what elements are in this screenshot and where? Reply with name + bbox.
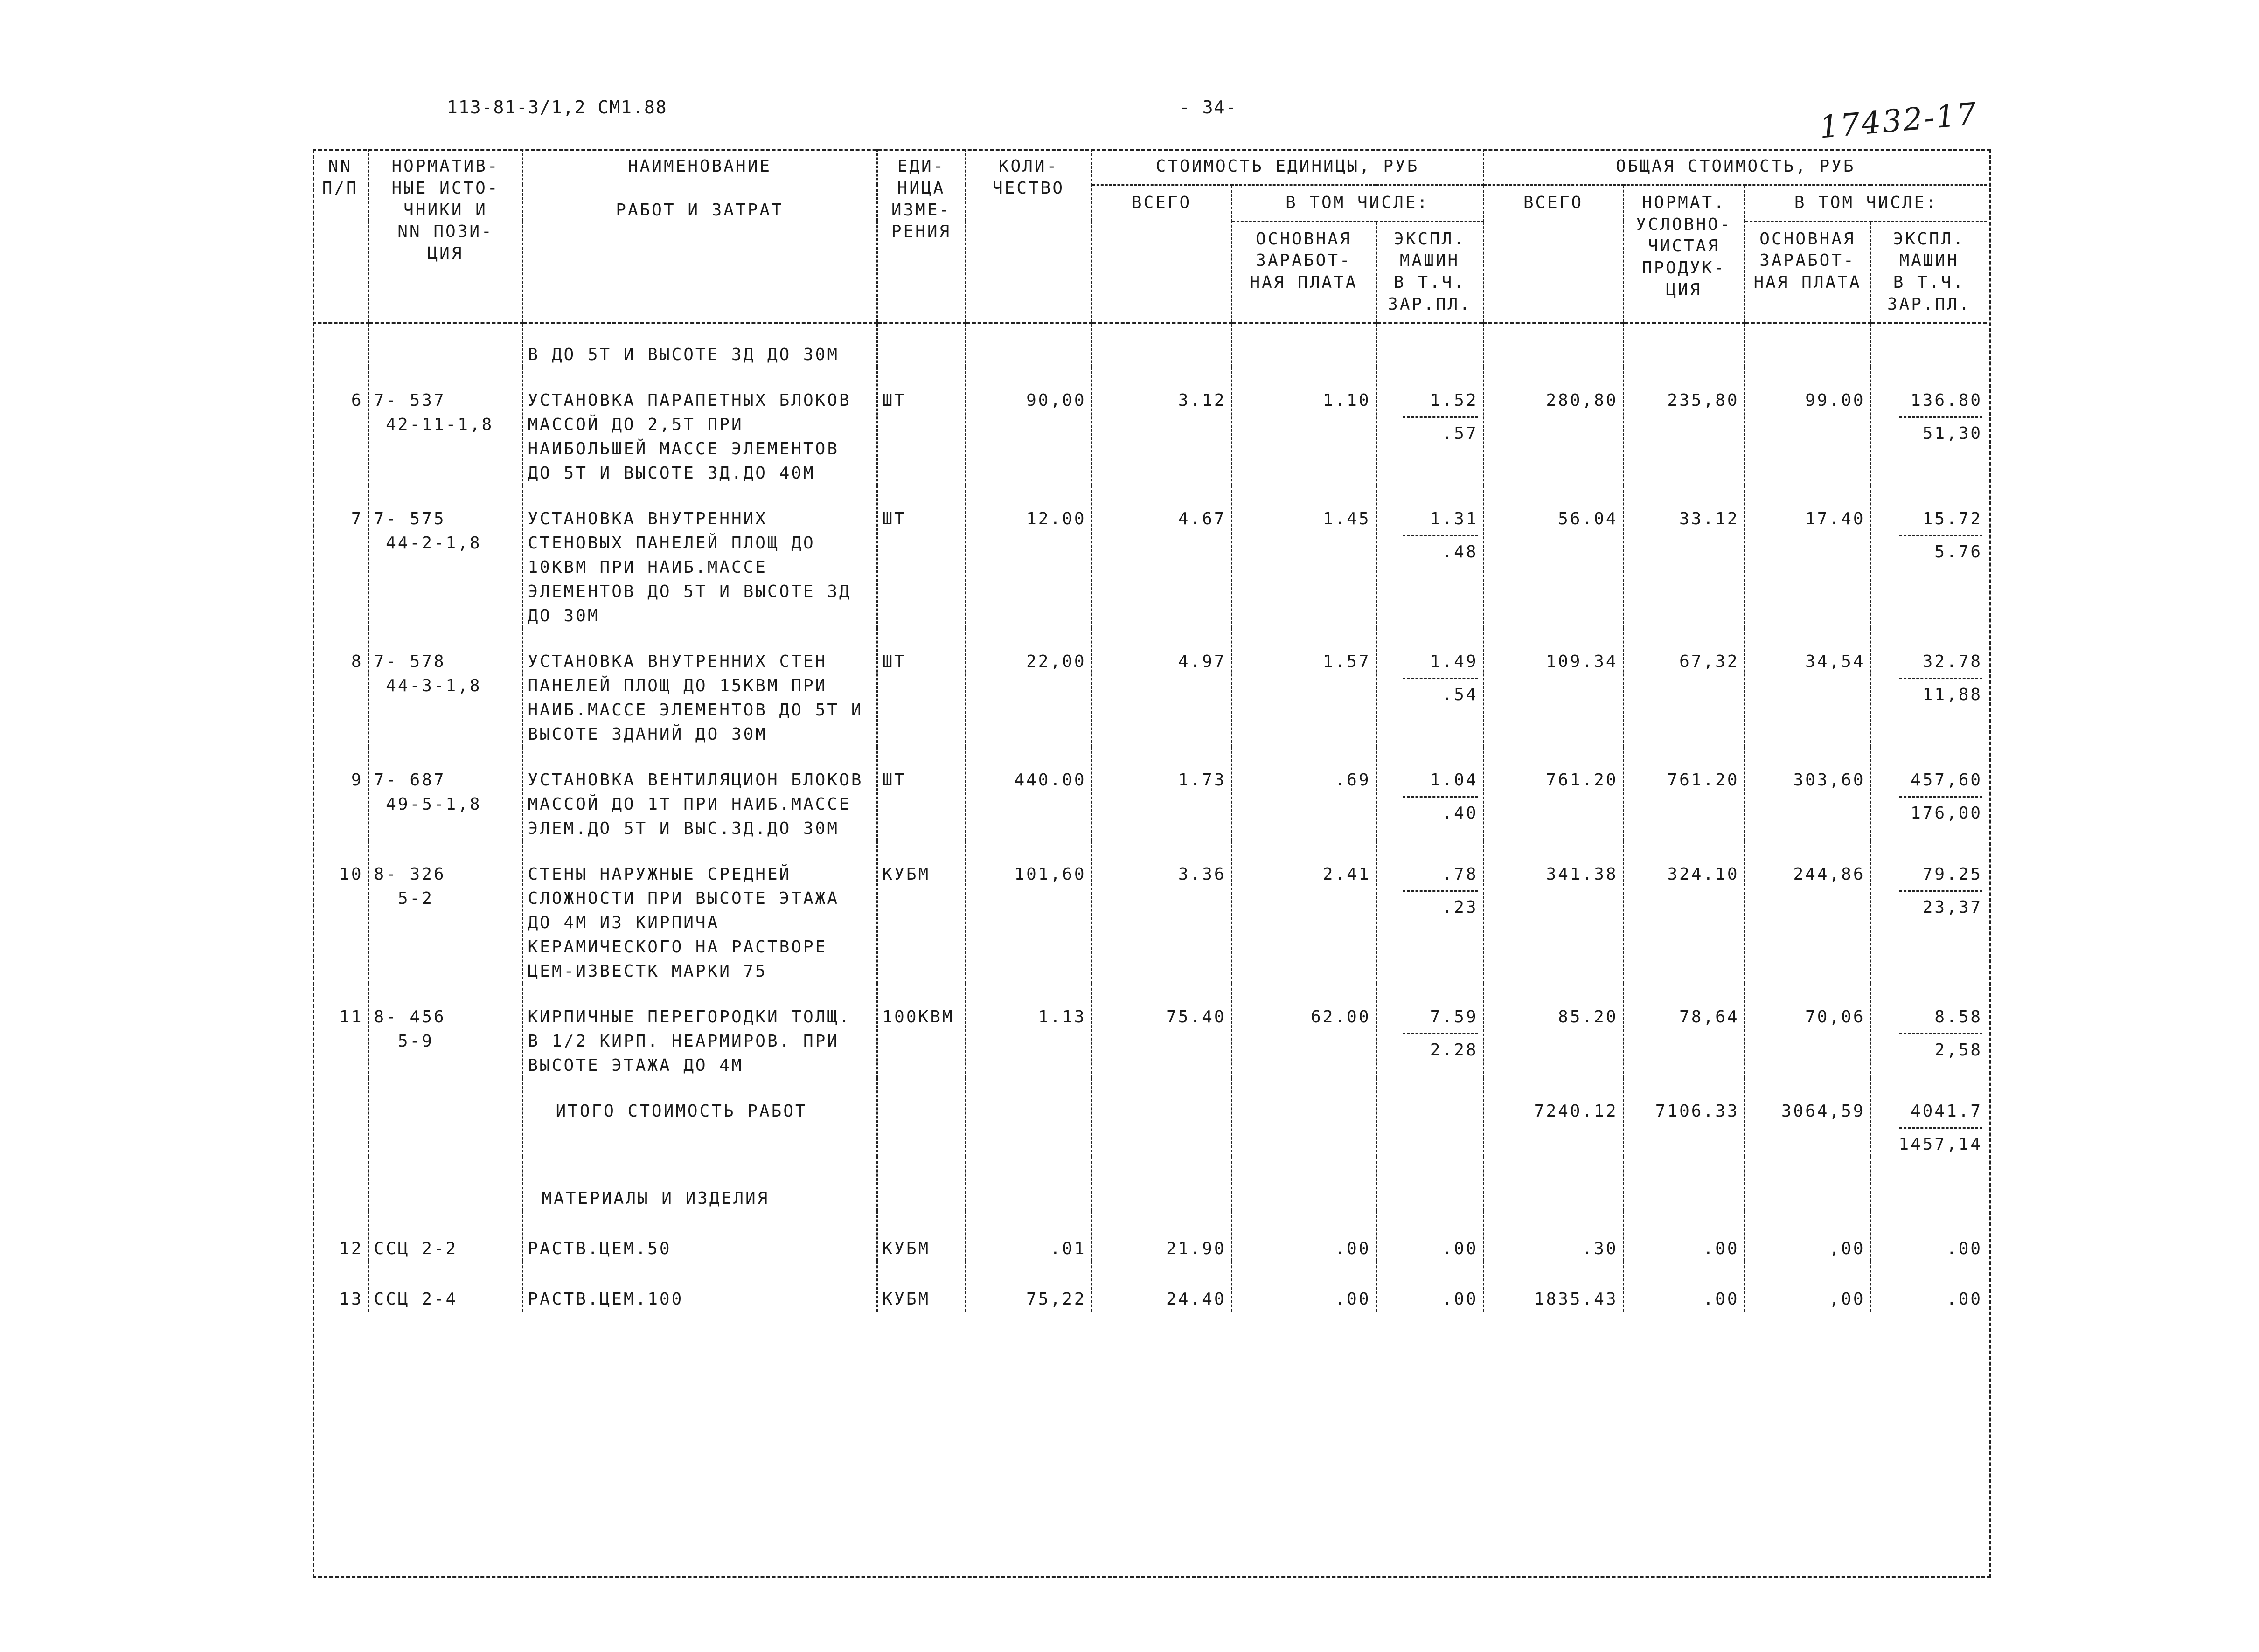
total-cost-machines-value: 457,60	[1911, 770, 1983, 790]
work-name: СТЕНЫ НАРУЖНЫЕ СРЕДНЕЙ СЛОЖНОСТИ ПРИ ВЫСОТЕ ЭТАЖА ДО 4М ИЗ КИРПИЧА КЕРАМИЧЕСКОГО НА РАСТВОРЕ ЦЕМ-ИЗВЕСТК МАРКИ 75	[522, 841, 877, 984]
total-cost-all: 56.04	[1483, 486, 1623, 628]
unit: ШТ	[877, 486, 966, 628]
table-row	[313, 984, 1987, 1078]
dash-separator	[1899, 678, 1982, 679]
total-cost-wage: 244,86	[1745, 841, 1870, 984]
dash-separator	[1403, 1033, 1478, 1034]
dash-separator	[1899, 535, 1982, 536]
continuation-text: В ДО 5Т И ВЫСОТЕ ЗД ДО 30М	[522, 323, 877, 367]
unit-cost-machines-value: 7.59	[1430, 1007, 1478, 1027]
table-row	[313, 486, 1987, 628]
header-norm-source	[368, 149, 522, 323]
total-norm-net: 78,64	[1623, 984, 1745, 1078]
norm-source: 7- 575 44-2-1,8	[368, 486, 522, 628]
total-cost-machines: .00	[1946, 1289, 1983, 1309]
dash-separator	[1403, 416, 1478, 418]
total-cost-machines-wage: 23,37	[1922, 897, 1983, 917]
dash-separator	[1403, 796, 1478, 798]
materials-section-row	[313, 1157, 1987, 1211]
total-cost-machines-value: 79.25	[1922, 864, 1983, 884]
row-number: 12	[313, 1211, 368, 1261]
total-cost-machines	[1870, 367, 1987, 486]
header-unit-incl: В ТОМ ЧИСЛЕ:	[1231, 185, 1483, 221]
header-unit-all: ВСЕГО	[1091, 185, 1231, 323]
total-cost-machines-wage: 176,00	[1911, 803, 1983, 823]
unit-cost-wage: 1.45	[1231, 486, 1376, 628]
total-sum-all: 7240.12	[1483, 1078, 1623, 1157]
unit-cost-machines	[1376, 984, 1483, 1078]
header-unit-text: ЕДИ- НИЦА ИЗМЕ- РЕНИЯ	[891, 157, 952, 242]
row-number: 6	[313, 367, 368, 486]
total-norm-net: 67,32	[1623, 628, 1745, 747]
unit-cost-machines	[1376, 628, 1483, 747]
total-norm-net: 235,80	[1623, 367, 1745, 486]
row-number: 13	[313, 1261, 368, 1312]
total-norm-net: 761.20	[1623, 747, 1745, 841]
total-norm-net: .00	[1623, 1211, 1745, 1261]
unit: 100КВМ	[877, 984, 966, 1078]
dash-separator	[1899, 1033, 1982, 1034]
unit-cost-wage: 62.00	[1231, 984, 1376, 1078]
total-cost-machines-value: 8.58	[1934, 1007, 1983, 1027]
norm-source: 7- 537 42-11-1,8	[368, 367, 522, 486]
material-row	[313, 1261, 1987, 1312]
total-sum-machines-wage: 1457,14	[1898, 1134, 1983, 1154]
header-total-cost-group: ОБЩАЯ СТОИМОСТЬ, РУБ	[1483, 149, 1987, 185]
unit: ШТ	[877, 367, 966, 486]
page-number: - 34-	[1179, 97, 1237, 118]
quantity: .01	[966, 1211, 1091, 1261]
unit-cost-machines	[1376, 367, 1483, 486]
row-number: 9	[313, 747, 368, 841]
total-cost-wage: 70,06	[1745, 984, 1870, 1078]
total-cost-machines	[1870, 984, 1987, 1078]
unit-cost-wage: 2.41	[1231, 841, 1376, 984]
header-quantity	[966, 149, 1091, 323]
norm-source: ССЦ 2-4	[368, 1261, 522, 1312]
header-row-1	[313, 149, 1987, 185]
unit-cost-machines	[1376, 747, 1483, 841]
dash-separator	[1899, 416, 1982, 418]
quantity: 12.00	[966, 486, 1091, 628]
total-cost-all: .30	[1483, 1211, 1623, 1261]
unit-cost-wage: 1.10	[1231, 367, 1376, 486]
unit-cost-all: 24.40	[1091, 1261, 1231, 1312]
unit-cost-machines	[1376, 486, 1483, 628]
total-norm-net: .00	[1623, 1261, 1745, 1312]
row-number: 8	[313, 628, 368, 747]
material-name: РАСТВ.ЦЕМ.100	[522, 1261, 877, 1312]
unit-cost-machines: .00	[1376, 1211, 1483, 1261]
unit-cost-all: 4.97	[1091, 628, 1231, 747]
unit-cost-machines-wage: .54	[1442, 685, 1478, 704]
total-label: ИТОГО СТОИМОСТЬ РАБОТ	[522, 1078, 877, 1157]
estimate-table	[313, 149, 1987, 1312]
unit-cost-wage: .00	[1231, 1261, 1376, 1312]
table-row	[313, 628, 1987, 747]
unit-cost-wage: .69	[1231, 747, 1376, 841]
total-cost-machines-value: 32.78	[1922, 652, 1983, 671]
work-name: УСТАНОВКА ВЕНТИЛЯЦИОН БЛОКОВ МАССОЙ ДО 1Т ПРИ НАИБ.МАССЕ ЭЛЕМ.ДО 5Т И ВЫС.ЗД.ДО 30М	[522, 747, 877, 841]
unit-cost-machines-wage: .48	[1442, 542, 1478, 562]
row-number: 10	[313, 841, 368, 984]
total-cost-machines	[1870, 747, 1987, 841]
norm-source: 8- 326 5-2	[368, 841, 522, 984]
quantity: 90,00	[966, 367, 1091, 486]
handwritten-stamp: 17432-17	[1818, 96, 1979, 146]
unit: КУБМ	[877, 841, 966, 984]
unit-cost-machines	[1376, 841, 1483, 984]
table-row	[313, 841, 1987, 984]
unit: КУБМ	[877, 1211, 966, 1261]
total-norm-net: 33.12	[1623, 486, 1745, 628]
header-norm-net-text: НОРМАТ. УСЛОВНО- ЧИСТАЯ ПРОДУК- ЦИЯ	[1636, 193, 1732, 299]
quantity: 101,60	[966, 841, 1091, 984]
norm-source: 8- 456 5-9	[368, 984, 522, 1078]
unit-cost-machines-wage: .23	[1442, 897, 1478, 917]
quantity: 1.13	[966, 984, 1091, 1078]
total-cost-machines	[1870, 628, 1987, 747]
dash-separator	[1899, 1127, 1982, 1129]
unit-cost-machines-wage: 2.28	[1430, 1040, 1478, 1060]
header-total-basic-wage	[1745, 221, 1870, 323]
total-cost-wage: ,00	[1745, 1261, 1870, 1312]
header-norm-source-text: НОРМАТИВ- НЫЕ ИСТО- ЧНИКИ И NN ПОЗИ- ЦИЯ	[391, 157, 500, 264]
total-cost-machines	[1870, 486, 1987, 628]
total-cost-machines-wage: 11,88	[1922, 685, 1983, 704]
header-total-machines	[1870, 221, 1987, 323]
unit-cost-all: 75.40	[1091, 984, 1231, 1078]
total-row	[313, 1078, 1987, 1157]
total-cost-all: 280,80	[1483, 367, 1623, 486]
header-nn	[313, 149, 368, 323]
work-name: КИРПИЧНЫЕ ПЕРЕГОРОДКИ ТОЛЩ. В 1/2 КИРП. НЕАРМИРОВ. ПРИ ВЫСОТЕ ЭТАЖА ДО 4М	[522, 984, 877, 1078]
total-cost-wage: 303,60	[1745, 747, 1870, 841]
total-cost-machines-wage: 51,30	[1922, 423, 1983, 443]
quantity: 22,00	[966, 628, 1091, 747]
dash-separator	[1403, 678, 1478, 679]
dash-separator	[1899, 890, 1982, 892]
unit-cost-machines-value: 1.52	[1430, 390, 1478, 410]
dash-separator	[1403, 890, 1478, 892]
unit-cost-all: 3.36	[1091, 841, 1231, 984]
header-unit-machines	[1376, 221, 1483, 323]
total-cost-machines-wage: 2,58	[1934, 1040, 1983, 1060]
header-norm-net	[1623, 185, 1745, 323]
norm-source: 7- 687 49-5-1,8	[368, 747, 522, 841]
document-code: 113-81-3/1,2 СМ1.88	[447, 97, 667, 118]
header-unit-machines-text: ЭКСПЛ. МАШИН	[1393, 229, 1466, 271]
dash-separator	[1403, 535, 1478, 536]
unit-cost-machines-value: 1.49	[1430, 652, 1478, 671]
unit: ШТ	[877, 747, 966, 841]
header-total-basic-wage-text: ОСНОВНАЯ ЗАРАБОТ- НАЯ ПЛАТА	[1753, 229, 1862, 292]
unit-cost-wage: 1.57	[1231, 628, 1376, 747]
total-cost-machines-value: 15.72	[1922, 509, 1983, 528]
unit-cost-all: 1.73	[1091, 747, 1231, 841]
header-unit-basic-wage	[1231, 221, 1376, 323]
total-sum-net: 7106.33	[1623, 1078, 1745, 1157]
header-unit-machines-wage: В Т.Ч. ЗАР.ПЛ.	[1388, 273, 1472, 314]
quantity: 440.00	[966, 747, 1091, 841]
total-cost-all: 85.20	[1483, 984, 1623, 1078]
unit-cost-machines: .00	[1376, 1261, 1483, 1312]
unit: КУБМ	[877, 1261, 966, 1312]
work-name: УСТАНОВКА ВНУТРЕННИХ СТЕН ПАНЕЛЕЙ ПЛОЩ ДО 15КВМ ПРИ НАИБ.МАССЕ ЭЛЕМЕНТОВ ДО 5Т И ВЫСОТЕ ЗДАНИЙ ДО 30М	[522, 628, 877, 747]
unit-cost-all: 3.12	[1091, 367, 1231, 486]
unit-cost-all: 4.67	[1091, 486, 1231, 628]
total-cost-machines-value: 136.80	[1911, 390, 1983, 410]
total-cost-wage: 34,54	[1745, 628, 1870, 747]
material-row	[313, 1211, 1987, 1261]
unit-cost-all: 21.90	[1091, 1211, 1231, 1261]
norm-source: 7- 578 44-3-1,8	[368, 628, 522, 747]
quantity: 75,22	[966, 1261, 1091, 1312]
total-cost-wage: ,00	[1745, 1211, 1870, 1261]
header-total-machines-text: ЭКСПЛ. МАШИН	[1893, 229, 1965, 271]
total-cost-all: 1835.43	[1483, 1261, 1623, 1312]
header-work-name	[522, 149, 877, 323]
header-unit-cost-group: СТОИМОСТЬ ЕДИНИЦЫ, РУБ	[1091, 149, 1483, 185]
total-sum-machines-value: 4041.7	[1911, 1101, 1983, 1121]
header-total-all: ВСЕГО	[1483, 185, 1623, 323]
unit-cost-machines-value: .78	[1442, 864, 1478, 884]
header-unit	[877, 149, 966, 323]
total-cost-machines-wage: 5.76	[1934, 542, 1983, 562]
total-sum-machines	[1870, 1078, 1987, 1157]
table-row	[313, 747, 1987, 841]
header-nn-text: NN П/П	[322, 157, 358, 198]
header-unit-basic-wage-text: ОСНОВНАЯ ЗАРАБОТ- НАЯ ПЛАТА	[1250, 229, 1358, 292]
table-row	[313, 367, 1987, 486]
total-cost-all: 761.20	[1483, 747, 1623, 841]
material-name: РАСТВ.ЦЕМ.50	[522, 1211, 877, 1261]
materials-title: МАТЕРИАЛЫ И ИЗДЕЛИЯ	[522, 1157, 877, 1211]
unit-cost-machines-wage: .40	[1442, 803, 1478, 823]
unit-cost-machines-wage: .57	[1442, 423, 1478, 443]
header-total-machines-wage: В Т.Ч. ЗАР.ПЛ.	[1887, 273, 1971, 314]
row-number: 7	[313, 486, 368, 628]
estimate-body	[313, 323, 1987, 1312]
continuation-row	[313, 323, 1987, 367]
total-norm-net: 324.10	[1623, 841, 1745, 984]
work-name: УСТАНОВКА ВНУТРЕННИХ СТЕНОВЫХ ПАНЕЛЕЙ ПЛОЩ ДО 10КВМ ПРИ НАИБ.МАССЕ ЭЛЕМЕНТОВ ДО 5Т И ВЫСОТЕ ЗД ДО 30М	[522, 486, 877, 628]
total-cost-wage: 17.40	[1745, 486, 1870, 628]
total-sum-wage: 3064,59	[1745, 1078, 1870, 1157]
header-quantity-text: КОЛИ- ЧЕСТВО	[992, 157, 1065, 198]
total-cost-all: 109.34	[1483, 628, 1623, 747]
total-cost-all: 341.38	[1483, 841, 1623, 984]
norm-source: ССЦ 2-2	[368, 1211, 522, 1261]
total-cost-machines	[1870, 841, 1987, 984]
total-cost-wage: 99.00	[1745, 367, 1870, 486]
unit-cost-machines-value: 1.31	[1430, 509, 1478, 528]
unit-cost-wage: .00	[1231, 1211, 1376, 1261]
header-total-incl: В ТОМ ЧИСЛЕ:	[1745, 185, 1987, 221]
dash-separator	[1899, 796, 1982, 798]
work-name: УСТАНОВКА ПАРАПЕТНЫХ БЛОКОВ МАССОЙ ДО 2,5Т ПРИ НАИБОЛЬШЕЙ МАССЕ ЭЛЕМЕНТОВ ДО 5Т И ВЫСОТЕ ЗД.ДО 40М	[522, 367, 877, 486]
unit: ШТ	[877, 628, 966, 747]
header-work-name-text: НАИМЕНОВАНИЕ РАБОТ И ЗАТРАТ	[616, 157, 784, 220]
total-cost-machines: .00	[1946, 1239, 1983, 1258]
unit-cost-machines-value: 1.04	[1430, 770, 1478, 790]
row-number: 11	[313, 984, 368, 1078]
